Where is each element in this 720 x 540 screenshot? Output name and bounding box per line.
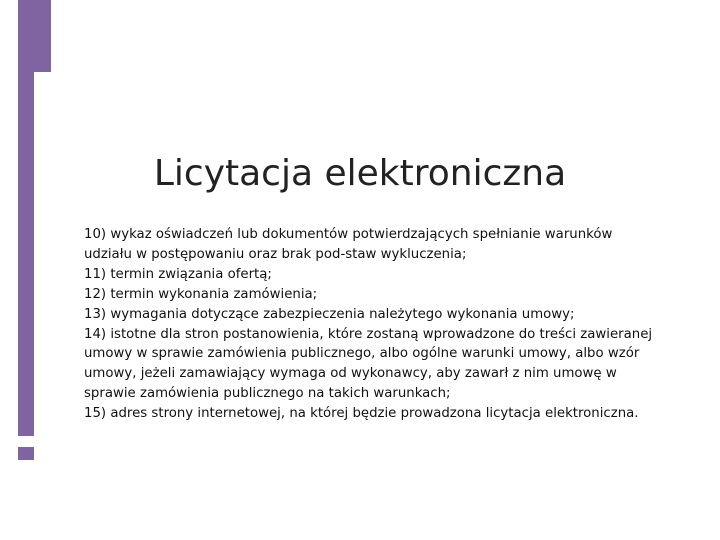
slide-title: Licytacja elektroniczna (153, 153, 567, 194)
accent-bar-vertical (18, 72, 34, 436)
accent-square (18, 447, 34, 460)
accent-bar-top (18, 0, 51, 72)
list-item: 15) adres strony internetowej, na której będzie prowadzona licytacja elektroniczna. (84, 406, 639, 422)
slide-body (84, 225, 664, 424)
list-item: 13) wymagania dotyczące zabezpieczenia należytego wykonania umowy; (84, 306, 575, 322)
list-item: 11) termin związania ofertą; (84, 266, 272, 282)
list-item: 10) wykaz oświadczeń lub dokumentów potwierdzających spełnianie warunków udziału w postępowaniu oraz brak pod-staw wykluczenia; (84, 227, 613, 262)
accent-bar-divider (34, 72, 37, 436)
list-item: 14) istotne dla stron postanowienia, które zostaną wprowadzone do treści zawieranej umowy w sprawie zamówienia publicznego, albo ogólne warunki umowy, albo wzór umowy, jeżeli zamawiający wymaga od wykonawcy, aby zawarł z nim umowę w sprawie zamówienia publicznego na takich warunkach; (84, 326, 653, 402)
list-item: 12) termin wykonania zamówienia; (84, 286, 318, 302)
